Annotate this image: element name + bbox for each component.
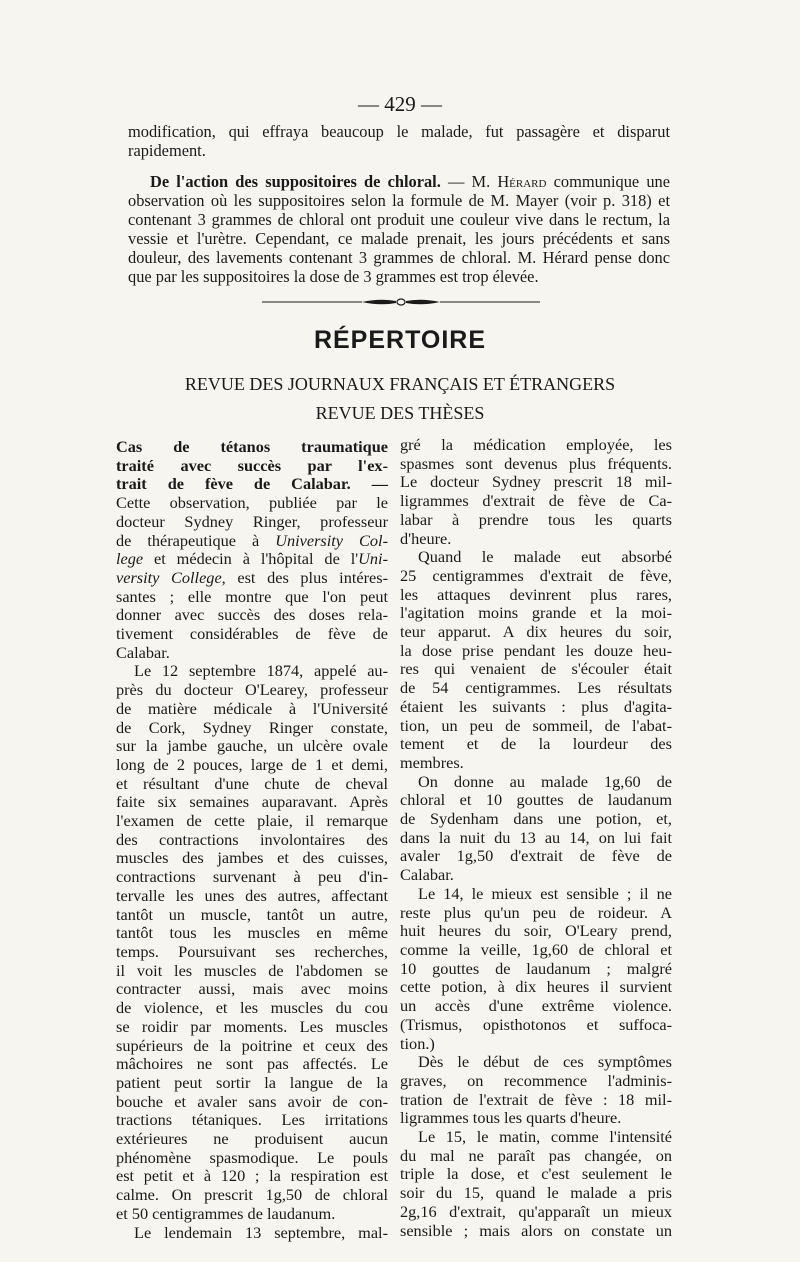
journals-subheading: REVUE DES JOURNAUX FRANÇAIS ET ÉTRANGERS: [184, 374, 616, 394]
text-line: des contractions involontaires des: [116, 829, 388, 849]
text-line: graves, on recommence l'adminis-: [400, 1070, 672, 1090]
text-line: du mal ne paraît pas changée, on: [400, 1145, 672, 1165]
text-line: et 50 centigrammes de laudanum.: [116, 1203, 336, 1223]
text-line: huit heures du soir, O'Leary prend,: [400, 921, 672, 941]
text-line: Le docteur Sydney prescrit 18 mil-: [400, 472, 672, 492]
text-line: reste plus qu'un peu de roideur. A: [400, 902, 672, 922]
text-line: se roidir par moments. Les muscles: [116, 1016, 388, 1036]
text-line: dans la nuit du 13 au 14, on lui fait: [400, 827, 672, 847]
page-number: — 429 —: [358, 92, 442, 116]
text-line: lege et médecin à l'hôpital de l'Uni-: [116, 549, 388, 569]
continuation-paragraph: modification, qui effraya beaucoup le malade, fut passagère et disparut rapidement.: [128, 122, 670, 160]
text-line: Le 14, le mieux est sensible ; il ne: [418, 883, 672, 903]
text-line: extérieures ne produisent aucun: [116, 1129, 388, 1149]
repertoire-heading: RÉPERTOIRE: [313, 326, 487, 354]
section-dash: — M.: [440, 172, 498, 191]
text-line: il voit les muscles de l'abdomen se: [116, 960, 388, 980]
text-line: de matière médicale à l'Université: [116, 698, 388, 718]
text-line: tervalle les unes des autres, affectant: [116, 885, 388, 905]
text-line: santes ; elle montre que l'on peut: [116, 586, 388, 606]
text-line: tration de l'extrait de fève : 18 mil-: [400, 1089, 672, 1109]
text-line: tement et de la lourdeur des: [400, 734, 672, 754]
text-line: de Sydenham dans une potion, et,: [400, 809, 672, 829]
text-line: Calabar.: [400, 865, 454, 885]
text-line: Le 12 septembre 1874, appelé au-: [134, 661, 388, 681]
section-title: De l'action des suppositoires de chloral.: [150, 172, 441, 191]
text-line: Quand le malade eut absorbé: [418, 547, 672, 567]
article-title-line: Cas de tétanos traumatique: [116, 437, 388, 456]
text-line: bouche et avaler sans avoir de con-: [116, 1091, 388, 1111]
text-line: sur la jambe gauche, un ulcère ovale: [116, 736, 388, 756]
text-line: Cette observation, publiée par le: [116, 493, 388, 513]
text-line: teur apparut. A dix heures du soir,: [400, 622, 672, 642]
text-line: de Cork, Sydney Ringer constate,: [116, 717, 388, 737]
text-line: faite six semaines auparavant. Après: [116, 792, 388, 812]
text-line: res qui venaient de s'écouler était: [400, 659, 672, 679]
text-line: tion, un peu de sommeil, de l'abat-: [400, 715, 672, 735]
author-name: Hérard: [497, 172, 547, 191]
text-line: avaler 1g,50 d'extrait de fève de: [400, 846, 672, 866]
text-line: Dès le début de ces symptômes: [418, 1052, 672, 1072]
text-line: sensible ; mais alors on constate un: [400, 1220, 672, 1240]
text-line: de violence, et les muscles du cou: [116, 998, 388, 1018]
text-line: un accès d'une extrême violence.: [400, 996, 672, 1016]
text-line: 10 gouttes de laudanum ; malgré: [400, 958, 672, 978]
text-line: membres.: [400, 752, 464, 772]
text-line: de 54 centigrammes. Les résultats: [400, 678, 672, 698]
text-line: phénomène spasmodique. Le pouls: [116, 1147, 388, 1167]
text-line: docteur Sydney Ringer, professeur: [116, 511, 388, 531]
section-body: communique une observation où les suppositoires selon la formule de M. Mayer (voir p. 318) et contenant 3 grammes de chloral ont produit une couleur vive dans le rectum, la vessie et l'urètre. Cependant, ce malade prenait, les jours précédents et sans douleur, des lavements contenant 3 grammes de chloral. M. Hérard pense donc que par les suppositoires la dose de 3 grammes est trop élevée.: [128, 172, 670, 286]
left-column: [116, 438, 388, 1242]
text-line: de thérapeutique à University Col-: [116, 530, 388, 550]
article-title-line: trait de fève de Calabar. —: [116, 474, 388, 494]
text-line: calme. On prescrit 1g,50 de chloral: [116, 1185, 388, 1205]
text-line: Le 15, le matin, comme l'intensité: [418, 1127, 672, 1147]
text-line: tantôt tous les muscles en même: [116, 923, 388, 943]
text-line: gré la médication employée, les: [400, 435, 672, 454]
text-line: 25 centigrammes d'extrait de fève,: [400, 565, 672, 585]
text-line: Le lendemain 13 septembre, mal-: [134, 1222, 388, 1242]
text-line: tantôt un muscle, tantôt un autre,: [116, 904, 388, 924]
text-line: est petit et à 120 ; la respiration est: [116, 1166, 388, 1186]
text-line: tion.): [400, 1033, 435, 1053]
right-column: [400, 436, 672, 1240]
ornamental-rule: [262, 296, 540, 308]
text-line: la dose prise pendant les douze heu-: [400, 640, 672, 660]
text-line: Calabar.: [116, 642, 170, 662]
chloral-paragraph: [128, 172, 670, 286]
text-line: cette potion, à dix heures il survient: [400, 977, 672, 997]
text-line: soir du 15, quand le malade a pris: [400, 1183, 672, 1203]
top-text-block: [128, 122, 670, 286]
text-line: spasmes sont devenus plus fréquents.: [400, 453, 672, 473]
text-line: tivement considérables de fève de: [116, 624, 388, 644]
text-line: contractions survenant à peu d'in-: [116, 867, 388, 887]
text-line: ligrammes tous les quarts d'heure.: [400, 1108, 622, 1128]
text-line: chloral et 10 gouttes de laudanum: [400, 790, 672, 810]
text-line: patient peut sortir la langue de la: [116, 1072, 388, 1092]
text-line: près du docteur O'Learey, professeur: [116, 680, 388, 700]
text-line: muscles des jambes et des cuisses,: [116, 848, 388, 868]
text-line: On donne au malade 1g,60 de: [418, 771, 672, 791]
text-line: et résultant d'une chute de cheval: [116, 773, 388, 793]
text-line: (Trismus, opisthotonos et suffoca-: [400, 1014, 672, 1034]
text-line: 2g,16 d'extrait, qu'apparaît un mieux: [400, 1201, 672, 1221]
text-line: l'examen de cette plaie, il remarque: [116, 811, 388, 831]
text-line: supérieurs de la poitrine et ceux des: [116, 1035, 388, 1055]
text-line: versity College, est des plus intéres-: [116, 567, 388, 587]
theses-subheading: REVUE DES THÈSES: [315, 403, 485, 423]
text-line: d'heure.: [400, 528, 452, 548]
text-line: temps. Poursuivant ses recherches,: [116, 941, 388, 961]
text-line: tractions tétaniques. Les irritations: [116, 1110, 388, 1130]
article-title-line: traité avec succès par l'ex-: [116, 455, 388, 475]
text-line: l'agitation moins grande et la moi-: [400, 603, 672, 623]
text-line: long de 2 pouces, large de 1 et demi,: [116, 754, 388, 774]
text-line: étaient les suivants : plus d'agita-: [400, 696, 672, 716]
text-line: contracter aussi, mais avec moins: [116, 979, 388, 999]
text-line: triple la dose, et c'est seulement le: [400, 1164, 672, 1184]
text-line: ligrammes d'extrait de fève de Ca-: [400, 491, 672, 511]
text-line: comme la veille, 1g,60 de chloral et: [400, 939, 672, 959]
text-line: donner avec succès des doses rela-: [116, 605, 388, 625]
text-line: mâchoires ne sont pas affectés. Le: [116, 1054, 388, 1074]
text-line: labar à prendre tous les quarts: [400, 509, 672, 529]
text-line: les attaques devinrent plus rares,: [400, 584, 672, 604]
